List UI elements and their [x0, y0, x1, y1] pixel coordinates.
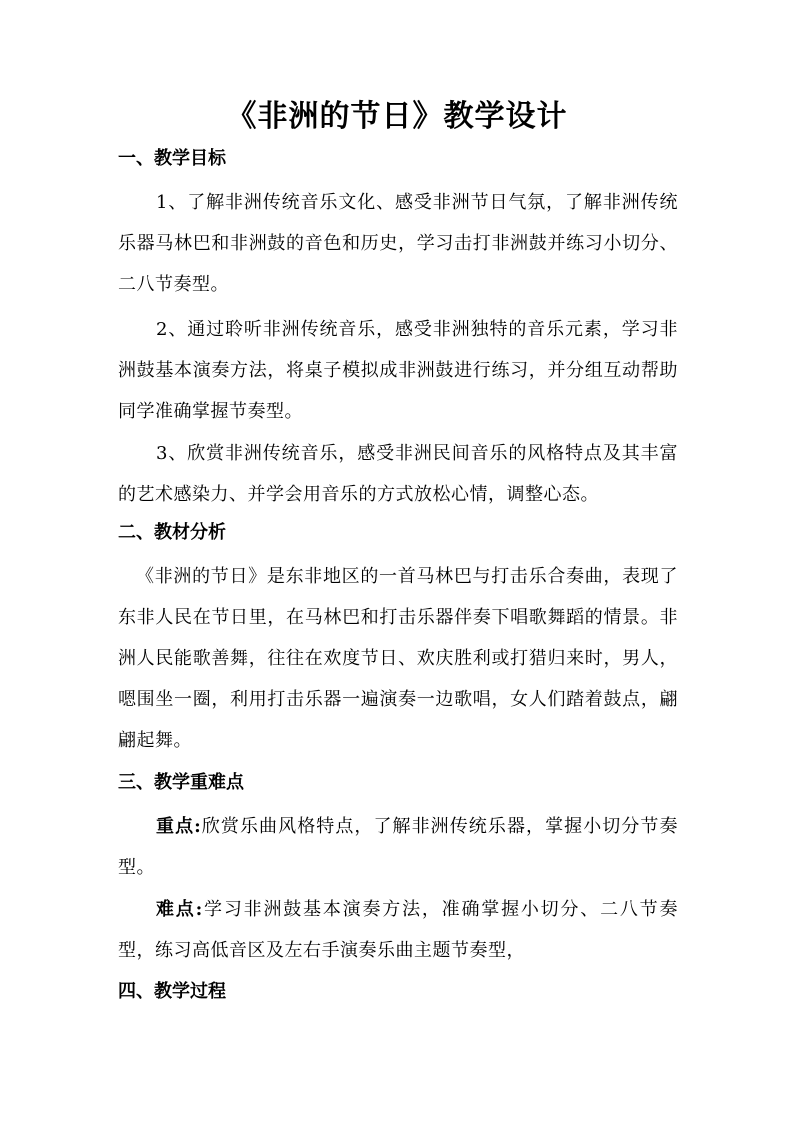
- key-point-text: 欣赏乐曲风格特点，了解非洲传统乐器，掌握小切分节奏型。: [118, 816, 678, 878]
- key-point-label: 重点:: [156, 816, 202, 837]
- section-heading-objectives: 一、教学目标: [118, 148, 226, 169]
- difficulty-text: 学习非洲鼓基本演奏方法，准确掌握小切分、二八节奏型，练习高低音区及左右手演奏乐曲主题节奏型，: [118, 899, 678, 961]
- objective-item-3: 3、欣赏非洲传统音乐，感受非洲民间音乐的风格特点及其丰富的艺术感染力、并学会用音乐的方式放松心情，调整心态。: [118, 443, 678, 505]
- section-heading-key-difficulties: 三、教学重难点: [118, 772, 244, 793]
- section-heading-material-analysis: 二、教材分析: [118, 522, 226, 543]
- difficulty-paragraph: [118, 889, 678, 971]
- document-title: 《非洲的节日》教学设计: [226, 99, 568, 134]
- difficulty-label: 难点:: [156, 899, 203, 920]
- objective-item-1: 1、了解非洲传统音乐文化、感受非洲节日气氛，了解非洲传统乐器马林巴和非洲鼓的音色和历史，学习击打非洲鼓并练习小切分、二八节奏型。: [118, 192, 678, 295]
- objective-item-2: 2、通过聆听非洲传统音乐，感受非洲独特的音乐元素，学习非洲鼓基本演奏方法，将桌子模拟成非洲鼓进行练习，并分组互动帮助同学准确掌握节奏型。: [118, 319, 678, 422]
- section-heading-teaching-process: 四、教学过程: [118, 981, 226, 1002]
- key-point-paragraph: [118, 806, 678, 888]
- material-analysis-text: 《非洲的节日》是东非地区的一首马林巴与打击乐合奏曲，表现了东非人民在节日里，在马林巴和打击乐器伴奏下唱歌舞蹈的情景。非洲人民能歌善舞，往往在欢度节日、欢庆胜利或打猎归来时，男人，嗯围坐一圈，利用打击乐器一遍演奏一边歌唱，女人们踏着鼓点，翩翩起舞。: [118, 566, 678, 751]
